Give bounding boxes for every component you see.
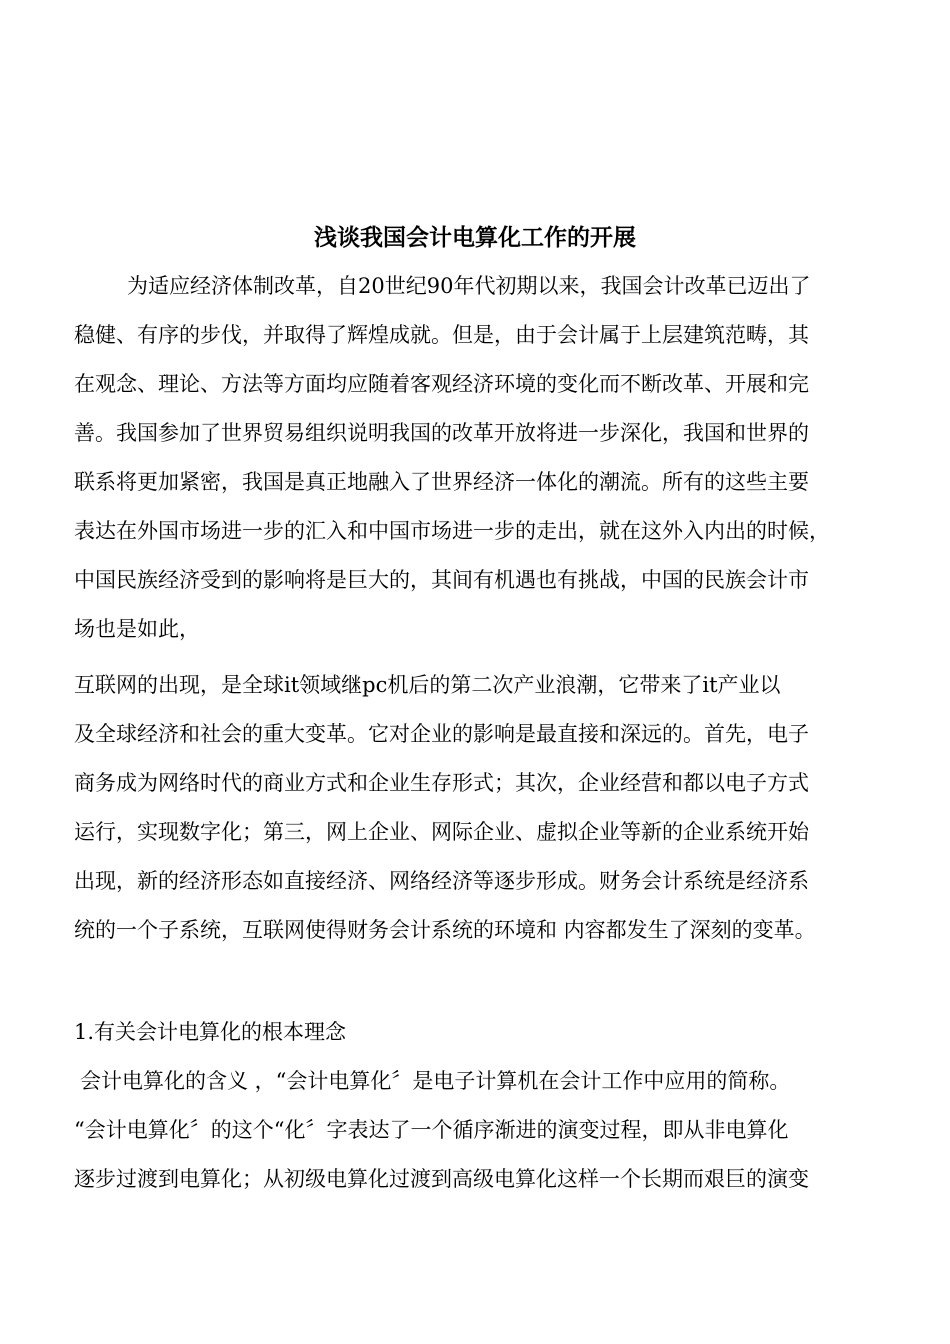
body-line: 在观念、理论、方法等方面均应随着客观经济环境的变化而不断改革、开展和完 [74, 372, 809, 396]
section-heading: 1.有关会计电算化的根本理念 [74, 1020, 347, 1044]
body-line: 互联网的出现，是全球it领域继pc机后的第二次产业浪潮，它带来了it产业以 [74, 673, 781, 697]
body-line: 善。我国参加了世界贸易组织说明我国的改革开放将进一步深化，我国和世界的 [74, 421, 809, 445]
body-line: 出现，新的经济形态如直接经济、网络经济等逐步形成。财务会计系统是经济系 [74, 869, 809, 893]
body-line: 及全球经济和社会的重大变革。它对企业的影响是最直接和深远的。首先，电子 [74, 722, 809, 746]
document-title: 浅谈我国会计电算化工作的开展 [314, 225, 636, 251]
body-line: “会计电算化〞的这个“化〞字表达了一个循序渐进的演变过程，即从非电算化 [74, 1118, 789, 1142]
body-line: 联系将更加紧密，我国是真正地融入了世界经济一体化的潮流。所有的这些主要 [74, 470, 809, 494]
body-line: 商务成为网络时代的商业方式和企业生存形式；其次，企业经营和都以电子方式 [74, 771, 809, 795]
body-line: 会计电算化的含义 ，“会计电算化〞是电子计算机在会计工作中应用的简称。 [80, 1069, 791, 1093]
body-line: 场也是如此， [74, 617, 200, 641]
body-line: 统的一个子系统，互联网使得财务会计系统的环境和 内容都发生了深刻的变革。 [74, 918, 816, 942]
body-line: 稳健、有序的步伐，并取得了辉煌成就。但是，由于会计属于上层建筑范畴，其 [74, 323, 809, 347]
body-line: 为适应经济体制改革，自20世纪90年代初期以来，我国会计改革已迈出了 [127, 274, 811, 298]
body-line: 中国民族经济受到的影响将是巨大的，其间有机遇也有挑战，中国的民族会计市 [74, 568, 809, 592]
body-line: 运行，实现数字化；第三，网上企业、网际企业、虚拟企业等新的企业系统开始 [74, 820, 809, 844]
body-line: 逐步过渡到电算化；从初级电算化过渡到高级电算化这样一个长期而艰巨的演变 [74, 1167, 809, 1191]
body-line: 表达在外国市场进一步的汇入和中国市场进一步的走出，就在这外入内出的时候， [74, 519, 830, 543]
